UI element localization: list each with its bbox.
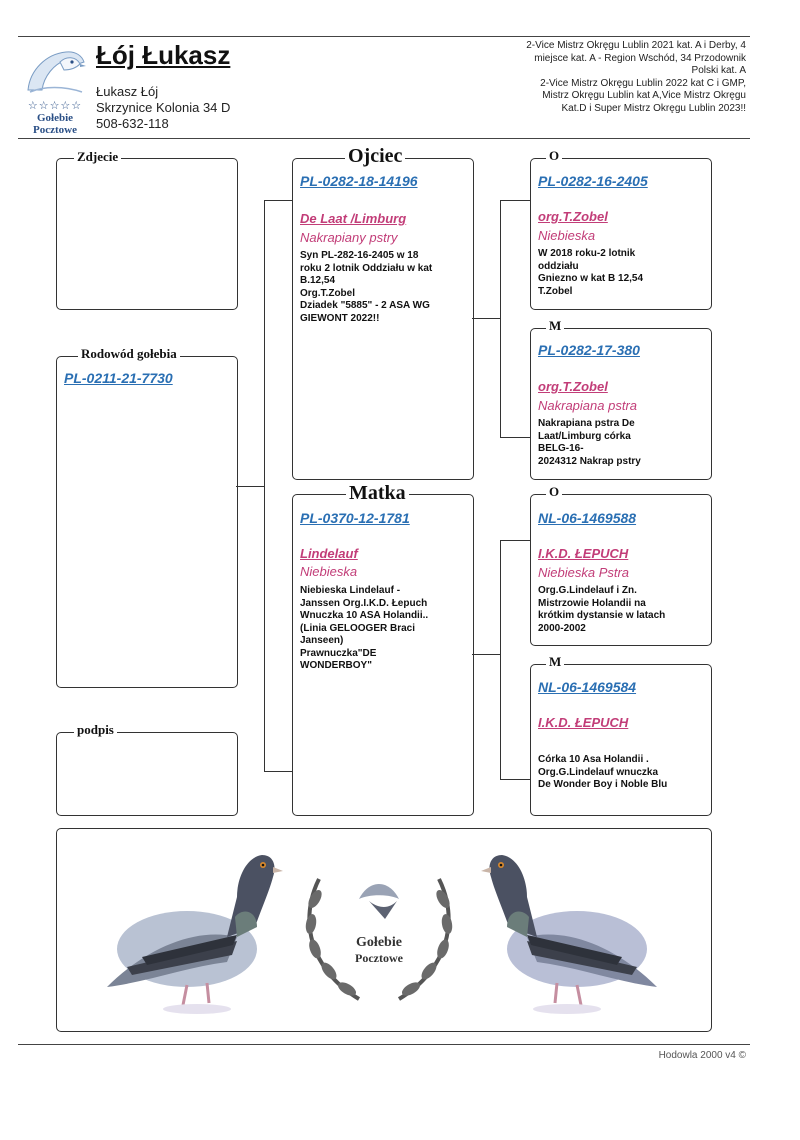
header-bottom-rule bbox=[18, 138, 750, 139]
page-title: Łój Łukasz bbox=[96, 40, 231, 70]
pedigree-ring[interactable]: PL-0211-21-7730 bbox=[64, 370, 173, 386]
description-line: 2024312 Nakrap pstry bbox=[538, 455, 641, 467]
description-line: 2000-2002 bbox=[538, 622, 586, 634]
pigeon-right-icon bbox=[477, 837, 677, 1027]
connector bbox=[236, 486, 264, 487]
achievement-line: miejsce kat. A - Region Wschód, 34 Przodownik bbox=[534, 52, 746, 64]
father-mother-label: M bbox=[546, 318, 564, 334]
mother-father-ring[interactable]: NL-06-1469588 bbox=[538, 510, 637, 526]
description-line: oddziału bbox=[538, 260, 579, 272]
description-line: Nakrapiana pstra De bbox=[538, 418, 635, 429]
pigeon-left-icon bbox=[87, 837, 287, 1027]
mother-mother-label: M bbox=[546, 654, 564, 670]
signature-label: podpis bbox=[74, 722, 117, 738]
description-line: Córka 10 Asa Holandii . bbox=[538, 754, 649, 765]
achievement-line: Mistrz Okręgu Lublin kat A,Vice Mistrz Okręgu bbox=[542, 90, 746, 101]
father-father-description bbox=[538, 248, 706, 298]
photo-box[interactable] bbox=[56, 158, 238, 310]
laurel-wreath-icon bbox=[289, 839, 469, 1019]
father-mother-ring[interactable]: PL-0282-17-380 bbox=[538, 342, 640, 358]
mother-father-name: I.K.D. ŁEPUCH bbox=[538, 546, 629, 561]
connector bbox=[500, 779, 530, 780]
description-line: Mistrzowie Holandii na bbox=[538, 597, 646, 609]
father-mother-name: org.T.Zobel bbox=[538, 379, 608, 394]
pedigree-label: Rodowód gołebia bbox=[78, 346, 180, 362]
achievement-line: Polski kat. A bbox=[691, 65, 746, 76]
logo-stars: ☆☆☆☆☆ bbox=[27, 100, 83, 112]
father-color: Nakrapiany pstry bbox=[300, 230, 398, 245]
pigeon-logo-icon bbox=[20, 42, 90, 98]
mother-name: Lindelauf bbox=[300, 546, 358, 561]
owner-phone: 508-632-118 bbox=[96, 116, 169, 131]
photo-label: Zdjecie bbox=[74, 149, 121, 165]
description-line: Janseen) bbox=[300, 635, 344, 646]
description-line: roku 2 lotnik Oddziału w kat bbox=[300, 262, 433, 274]
description-line: W 2018 roku-2 lotnik bbox=[538, 248, 636, 259]
description-line: GIEWONT 2022!! bbox=[300, 312, 380, 324]
description-line: De Wonder Boy i Noble Blu bbox=[538, 779, 668, 790]
mother-father-label: O bbox=[546, 484, 562, 500]
achievements bbox=[440, 40, 746, 115]
header-top-rule bbox=[18, 36, 750, 37]
emblem bbox=[289, 839, 469, 1019]
connector bbox=[264, 200, 292, 201]
mother-color: Niebieska bbox=[300, 564, 358, 579]
father-father-name: org.T.Zobel bbox=[538, 209, 608, 224]
father-ring[interactable]: PL-0282-18-14196 bbox=[300, 173, 418, 189]
description-line: Gniezno w kat B 12,54 bbox=[538, 273, 644, 284]
father-name: De Laat /Limburg bbox=[300, 211, 407, 226]
father-father-color: Niebieska bbox=[538, 228, 596, 243]
mother-mother-name: I.K.D. ŁEPUCH bbox=[538, 715, 629, 730]
footer-rule bbox=[18, 1044, 750, 1045]
description-line: Org.T.Zobel bbox=[300, 287, 355, 299]
owner-name: Łukasz Łój bbox=[96, 84, 159, 99]
connector bbox=[500, 200, 530, 201]
owner-address: Skrzynice Kolonia 34 D bbox=[96, 100, 231, 115]
logo-text-1: Gołebie bbox=[36, 112, 74, 124]
achievement-line: 2-Vice Mistrz Okręgu Lublin 2021 kat. A i Derby, 4 bbox=[526, 40, 746, 51]
mother-description bbox=[300, 585, 470, 673]
description-line: (Linia GELOOGER Braci bbox=[300, 622, 416, 634]
pigeon-image-panel bbox=[56, 828, 712, 1032]
description-line: Janssen Org.I.K.D. Łepuch bbox=[300, 597, 428, 609]
description-line: Org.G.Lindelauf wnuczka bbox=[538, 766, 659, 778]
connector bbox=[264, 771, 292, 772]
description-line: T.Zobel bbox=[538, 285, 573, 297]
achievement-line: 2-Vice Mistrz Okręgu Lublin 2022 kat C i GMP, bbox=[540, 77, 746, 89]
mother-mother-ring[interactable]: NL-06-1469584 bbox=[538, 679, 637, 695]
description-line: B.12,54 bbox=[300, 275, 336, 286]
connector bbox=[500, 437, 530, 438]
mother-father-color: Niebieska Pstra bbox=[538, 565, 630, 580]
father-mother-description bbox=[538, 418, 706, 468]
connector bbox=[500, 540, 501, 780]
connector bbox=[472, 318, 500, 319]
description-line: BELG-16- bbox=[538, 443, 584, 454]
pedigree-box bbox=[56, 356, 238, 688]
signature-box[interactable] bbox=[56, 732, 238, 816]
mother-label: Matka bbox=[346, 482, 409, 505]
mother-ring[interactable]: PL-0370-12-1781 bbox=[300, 510, 410, 526]
description-line: Wnuczka 10 ASA Holandii.. bbox=[300, 610, 429, 621]
mother-father-description bbox=[538, 585, 706, 635]
achievement-line: Kat.D i Super Mistrz Okręgu Lublin 2023!! bbox=[561, 102, 746, 114]
description-line: Laat/Limburg córka bbox=[538, 430, 631, 442]
mother-mother-description bbox=[538, 754, 706, 792]
connector bbox=[500, 200, 501, 438]
description-line: Org.G.Lindelauf i Zn. bbox=[538, 585, 637, 596]
description-line: Niebieska Lindelauf - bbox=[300, 585, 401, 596]
description-line: Syn PL-282-16-2405 w 18 bbox=[300, 250, 419, 261]
logo-text-2: Pocztowe bbox=[33, 124, 77, 136]
connector bbox=[500, 540, 530, 541]
description-line: krótkim dystansie w latach bbox=[538, 610, 666, 621]
emblem-line-1: Gołebie bbox=[356, 935, 402, 950]
father-label: Ojciec bbox=[345, 145, 405, 168]
logo bbox=[20, 42, 90, 136]
father-father-ring[interactable]: PL-0282-16-2405 bbox=[538, 173, 648, 189]
father-description bbox=[300, 250, 468, 325]
connector bbox=[472, 654, 500, 655]
description-line: WONDERBOY" bbox=[300, 660, 372, 671]
father-father-label: O bbox=[546, 148, 562, 164]
connector bbox=[264, 200, 265, 772]
description-line: Dziadek "5885" - 2 ASA WG bbox=[300, 300, 430, 311]
footer-credit: Hodowla 2000 v4 © bbox=[658, 1050, 746, 1061]
description-line: Prawnuczka"DE bbox=[300, 647, 377, 659]
father-mother-color: Nakrapiana pstra bbox=[538, 398, 637, 413]
emblem-line-2: Pocztowe bbox=[355, 951, 403, 965]
